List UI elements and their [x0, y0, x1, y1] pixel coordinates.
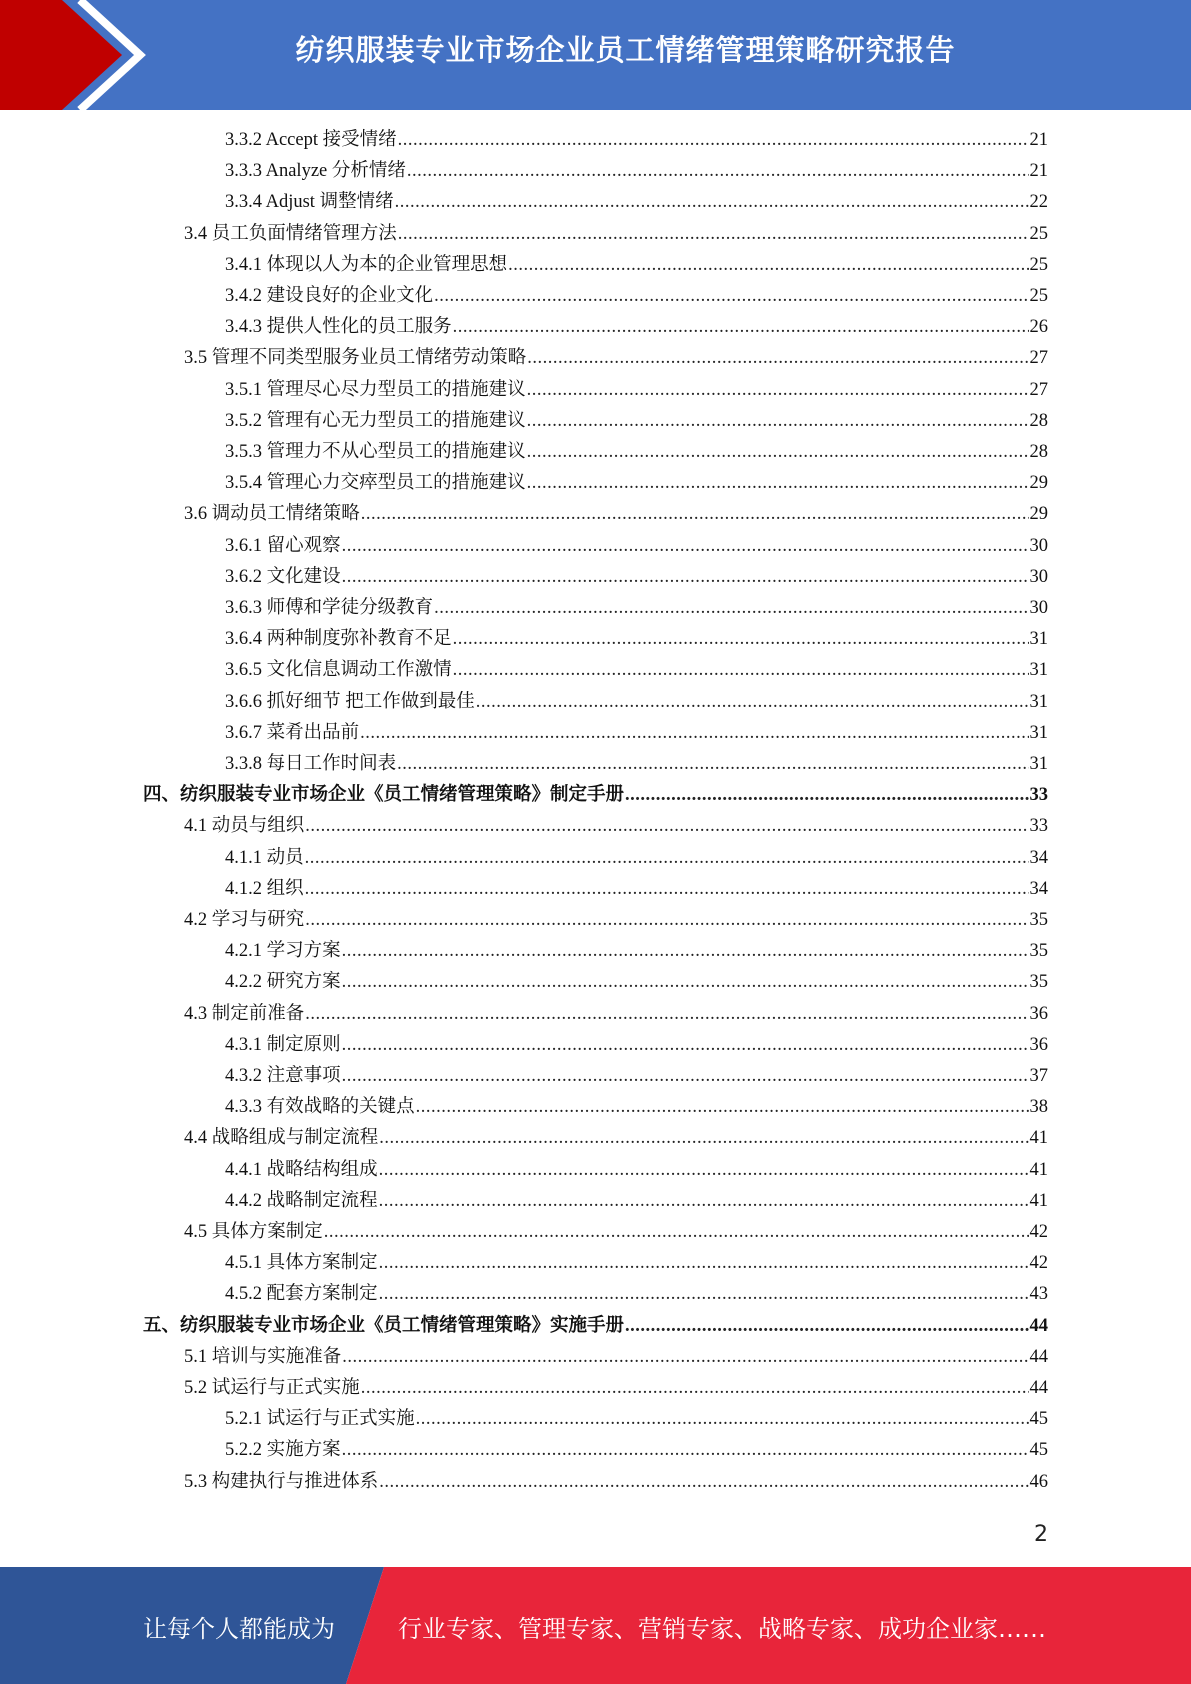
page-header — [0, 0, 1191, 110]
toc-entry-page: 46 — [1029, 1472, 1048, 1492]
toc-entry[interactable] — [143, 1314, 1048, 1338]
toc-entry-title: 3.5.1 管理尽心尽力型员工的措施建议 — [225, 380, 526, 400]
toc-entry-title: 3.6.5 文化信息调动工作激情 — [225, 660, 452, 680]
toc-entry-title: 4.3 制定前准备 — [184, 1004, 305, 1024]
toc-entry[interactable] — [225, 284, 1048, 308]
toc-entry-page: 37 — [1029, 1066, 1048, 1086]
toc-dot-leader — [527, 346, 1028, 370]
toc-entry-title: 4.5.1 具体方案制定 — [225, 1253, 378, 1273]
toc-entry[interactable] — [184, 1220, 1048, 1244]
toc-entry-page: 33 — [1029, 816, 1048, 836]
toc-entry-title: 4.4 战略组成与制定流程 — [184, 1128, 379, 1148]
toc-entry-page: 36 — [1029, 1035, 1048, 1055]
toc-dot-leader — [527, 378, 1029, 402]
toc-entry-page: 42 — [1029, 1222, 1048, 1242]
toc-entry-title: 3.3.8 每日工作时间表 — [225, 754, 397, 774]
toc-entry[interactable] — [225, 440, 1048, 464]
toc-entry-title: 4.3.2 注意事项 — [225, 1066, 341, 1086]
toc-entry-page: 35 — [1029, 910, 1048, 930]
toc-entry[interactable] — [184, 908, 1048, 932]
toc-entry[interactable] — [225, 877, 1048, 901]
toc-entry[interactable] — [225, 627, 1048, 651]
toc-entry[interactable] — [225, 471, 1048, 495]
toc-entry-page: 44 — [1029, 1316, 1048, 1336]
toc-entry-page: 21 — [1029, 130, 1048, 150]
toc-entry-title: 四、纺织服装专业市场企业《员工情绪管理策略》制定手册 — [143, 785, 625, 805]
toc-entry[interactable] — [225, 315, 1048, 339]
toc-entry-title: 4.2 学习与研究 — [184, 910, 305, 930]
toc-entry-page: 31 — [1029, 754, 1048, 774]
toc-entry-title: 4.5.2 配套方案制定 — [225, 1284, 378, 1304]
toc-entry-page: 38 — [1029, 1097, 1048, 1117]
toc-dot-leader — [379, 1282, 1029, 1306]
toc-entry-page: 30 — [1029, 536, 1048, 556]
toc-dot-leader — [342, 1033, 1029, 1057]
toc-dot-leader — [625, 783, 1028, 807]
toc-entry[interactable] — [225, 1438, 1048, 1462]
toc-entry-page: 34 — [1029, 879, 1048, 899]
toc-entry-title: 4.1.1 动员 — [225, 848, 304, 868]
toc-dot-leader — [508, 253, 1028, 277]
toc-entry[interactable] — [225, 1282, 1048, 1306]
toc-entry-page: 26 — [1029, 317, 1048, 337]
toc-entry-page: 45 — [1029, 1440, 1048, 1460]
toc-entry-page: 35 — [1029, 941, 1048, 961]
toc-dot-leader — [361, 1376, 1029, 1400]
toc-dot-leader — [434, 596, 1028, 620]
toc-entry[interactable] — [225, 128, 1048, 152]
toc-dot-leader — [361, 502, 1029, 526]
toc-dot-leader — [453, 315, 1029, 339]
toc-entry-title: 3.3.4 Adjust 调整情绪 — [225, 192, 394, 212]
toc-dot-leader — [625, 1314, 1028, 1338]
toc-entry[interactable] — [225, 1407, 1048, 1431]
toc-entry[interactable] — [225, 159, 1048, 183]
toc-entry-page: 33 — [1029, 785, 1048, 805]
toc-entry-title: 4.4.1 战略结构组成 — [225, 1160, 378, 1180]
toc-entry-page: 25 — [1029, 286, 1048, 306]
toc-entry-page: 30 — [1029, 598, 1048, 618]
toc-entry[interactable] — [143, 783, 1048, 807]
toc-entry[interactable] — [225, 253, 1048, 277]
toc-dot-leader — [527, 409, 1029, 433]
toc-entry-page: 29 — [1029, 504, 1048, 524]
toc-entry-title: 4.2.1 学习方案 — [225, 941, 341, 961]
toc-entry-page: 45 — [1029, 1409, 1048, 1429]
toc-entry[interactable] — [184, 1345, 1048, 1369]
toc-entry[interactable] — [225, 721, 1048, 745]
toc-entry-page: 34 — [1029, 848, 1048, 868]
toc-entry[interactable] — [225, 1095, 1048, 1119]
toc-entry[interactable] — [184, 1002, 1048, 1026]
toc-entry-title: 4.3.3 有效战略的关键点 — [225, 1097, 415, 1117]
toc-dot-leader — [379, 1158, 1029, 1182]
toc-entry[interactable] — [225, 846, 1048, 870]
toc-entry-title: 3.6.7 菜肴出品前 — [225, 723, 360, 743]
toc-entry-page: 31 — [1029, 629, 1048, 649]
page-number: 2 — [1034, 1522, 1048, 1547]
toc-dot-leader — [527, 471, 1029, 495]
toc-entry-title: 5.3 构建执行与推进体系 — [184, 1472, 379, 1492]
toc-entry[interactable] — [225, 378, 1048, 402]
toc-entry-page: 31 — [1029, 723, 1048, 743]
toc-entry-title: 3.4.1 体现以人为本的企业管理思想 — [225, 255, 508, 275]
toc-entry-title: 3.6.4 两种制度弥补教育不足 — [225, 629, 452, 649]
toc-entry-page: 43 — [1029, 1284, 1048, 1304]
toc-entry-page: 27 — [1029, 380, 1048, 400]
toc-dot-leader — [342, 939, 1029, 963]
toc-dot-leader — [305, 846, 1029, 870]
toc-entry[interactable] — [225, 939, 1048, 963]
toc-entry[interactable] — [225, 752, 1048, 776]
toc-entry-page: 22 — [1029, 192, 1048, 212]
toc-entry-title: 5.1 培训与实施准备 — [184, 1347, 342, 1367]
toc-dot-leader — [342, 970, 1029, 994]
toc-entry[interactable] — [225, 658, 1048, 682]
page-footer — [0, 1567, 1191, 1684]
toc-dot-leader — [379, 1189, 1029, 1213]
toc-dot-leader — [453, 627, 1029, 651]
toc-entry-title: 3.6.6 抓好细节 把工作做到最佳 — [225, 692, 475, 712]
toc-entry-title: 4.2.2 研究方案 — [225, 972, 341, 992]
toc-entry[interactable] — [225, 596, 1048, 620]
footer-slogan-left: 让每个人都能成为 — [143, 1615, 335, 1643]
toc-entry[interactable] — [225, 1158, 1048, 1182]
toc-dot-leader — [305, 877, 1029, 901]
toc-entry-title: 3.5.2 管理有心无力型员工的措施建议 — [225, 411, 526, 431]
toc-entry-title: 5.2.2 实施方案 — [225, 1440, 341, 1460]
toc-entry-title: 4.4.2 战略制定流程 — [225, 1191, 378, 1211]
toc-entry-page: 28 — [1029, 411, 1048, 431]
toc-entry[interactable] — [225, 409, 1048, 433]
toc-entry[interactable] — [225, 1189, 1048, 1213]
toc-entry-title: 4.3.1 制定原则 — [225, 1035, 341, 1055]
toc-entry[interactable] — [225, 190, 1048, 214]
toc-entry-title: 5.2.1 试运行与正式实施 — [225, 1409, 415, 1429]
toc-dot-leader — [434, 284, 1028, 308]
toc-dot-leader — [398, 222, 1029, 246]
toc-dot-leader — [305, 814, 1028, 838]
toc-entry[interactable] — [225, 970, 1048, 994]
toc-entry-title: 3.6.3 师傅和学徒分级教育 — [225, 598, 434, 618]
toc-entry-page: 36 — [1029, 1004, 1048, 1024]
toc-entry[interactable] — [225, 1251, 1048, 1275]
toc-entry-title: 3.4.3 提供人性化的员工服务 — [225, 317, 452, 337]
toc-dot-leader — [379, 1251, 1029, 1275]
toc-entry-page: 41 — [1029, 1191, 1048, 1211]
toc-entry[interactable] — [225, 565, 1048, 589]
toc-dot-leader — [379, 1126, 1028, 1150]
toc-entry-title: 3.4.2 建设良好的企业文化 — [225, 286, 434, 306]
toc-entry-page: 25 — [1029, 224, 1048, 244]
toc-dot-leader — [360, 721, 1028, 745]
toc-entry[interactable] — [184, 222, 1048, 246]
toc-entry-title: 5.2 试运行与正式实施 — [184, 1378, 360, 1398]
toc-entry-title: 3.5.3 管理力不从心型员工的措施建议 — [225, 442, 526, 462]
toc-entry-title: 五、纺织服装专业市场企业《员工情绪管理策略》实施手册 — [143, 1316, 625, 1336]
toc-entry-page: 21 — [1029, 161, 1048, 181]
toc-entry-page: 42 — [1029, 1253, 1048, 1273]
toc-entry-page: 41 — [1029, 1160, 1048, 1180]
toc-entry-title: 4.1 动员与组织 — [184, 816, 305, 836]
toc-dot-leader — [476, 690, 1029, 714]
toc-dot-leader — [397, 752, 1028, 776]
toc-entry-title: 3.5 管理不同类型服务业员工情绪劳动策略 — [184, 348, 527, 368]
toc-dot-leader — [342, 1438, 1029, 1462]
toc-entry[interactable] — [184, 346, 1048, 370]
toc-entry-page: 25 — [1029, 255, 1048, 275]
toc-dot-leader — [379, 1470, 1028, 1494]
toc-dot-leader — [527, 440, 1029, 464]
toc-entry[interactable] — [184, 1470, 1048, 1494]
toc-dot-leader — [305, 908, 1028, 932]
footer-slogan-right: 行业专家、管理专家、营销专家、战略专家、成功企业家…… — [398, 1615, 1046, 1643]
toc-entry[interactable] — [184, 1376, 1048, 1400]
toc-entry-title: 3.3.2 Accept 接受情绪 — [225, 130, 397, 150]
toc-entry-page: 31 — [1029, 692, 1048, 712]
toc-dot-leader — [305, 1002, 1028, 1026]
toc-entry-title: 4.5 具体方案制定 — [184, 1222, 323, 1242]
toc-entry-page: 35 — [1029, 972, 1048, 992]
toc-entry-page: 44 — [1029, 1378, 1048, 1398]
toc-dot-leader — [398, 128, 1029, 152]
toc-entry-title: 4.1.2 组织 — [225, 879, 304, 899]
toc-entry[interactable] — [184, 502, 1048, 526]
toc-dot-leader — [342, 534, 1029, 558]
toc-dot-leader — [342, 565, 1029, 589]
toc-dot-leader — [416, 1407, 1029, 1431]
toc-entry-title: 3.6.2 文化建设 — [225, 567, 341, 587]
toc-dot-leader — [342, 1345, 1028, 1369]
report-title: 纺织服装专业市场企业员工情绪管理策略研究报告 — [295, 33, 956, 67]
toc-entry[interactable] — [225, 534, 1048, 558]
toc-entry[interactable] — [225, 1033, 1048, 1057]
toc-dot-leader — [453, 658, 1029, 682]
toc-entry-title: 3.3.3 Analyze 分析情绪 — [225, 161, 406, 181]
toc-dot-leader — [416, 1095, 1029, 1119]
toc-dot-leader — [407, 159, 1029, 183]
toc-dot-leader — [324, 1220, 1029, 1244]
toc-entry[interactable] — [184, 1126, 1048, 1150]
toc-entry-title: 3.6.1 留心观察 — [225, 536, 341, 556]
toc-entry-page: 29 — [1029, 473, 1048, 493]
toc-dot-leader — [342, 1064, 1029, 1088]
toc-entry[interactable] — [225, 1064, 1048, 1088]
toc-entry-title: 3.6 调动员工情绪策略 — [184, 504, 360, 524]
toc-dot-leader — [395, 190, 1029, 214]
toc-entry-title: 3.5.4 管理心力交瘁型员工的措施建议 — [225, 473, 526, 493]
toc-entry-page: 27 — [1029, 348, 1048, 368]
toc-entry-page: 44 — [1029, 1347, 1048, 1367]
toc-entry[interactable] — [184, 814, 1048, 838]
toc-entry-page: 30 — [1029, 567, 1048, 587]
toc-entry[interactable] — [225, 690, 1048, 714]
toc-entry-page: 41 — [1029, 1128, 1048, 1148]
toc-entry-page: 28 — [1029, 442, 1048, 462]
toc-entry-page: 31 — [1029, 660, 1048, 680]
toc-entry-title: 3.4 员工负面情绪管理方法 — [184, 224, 397, 244]
